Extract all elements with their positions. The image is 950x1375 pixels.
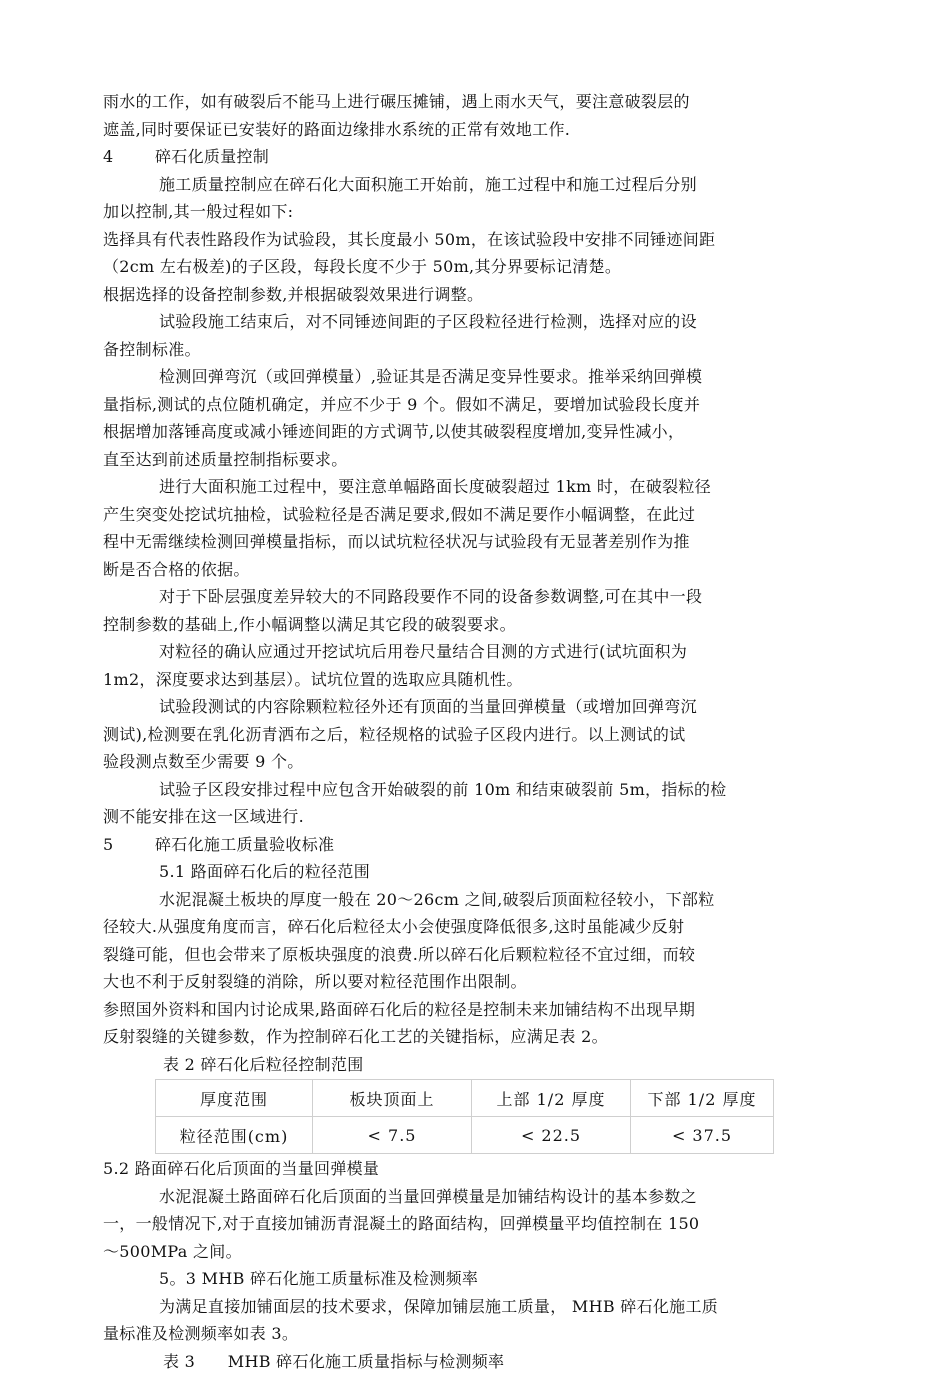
table-cell: < 7.5 [313, 1117, 472, 1154]
text-line: 施工质量控制应在碎石化大面积施工开始前，施工过程中和施工过程后分别 [103, 171, 803, 199]
section-heading-4 [103, 143, 803, 171]
text-line: 5。3 MHB 碎石化施工质量标准及检测频率 [103, 1265, 803, 1293]
text-line: 程中无需继续检测回弹模量指标，而以试坑粒径状况与试验段有无显著差别作为推 [103, 528, 803, 556]
table-2 [155, 1079, 774, 1154]
table-header-cell: 上部 1/2 厚度 [472, 1080, 631, 1117]
text-line: ～500MPa 之间。 [103, 1238, 803, 1266]
text-line: 量指标,测试的点位随机确定，并应不少于 9 个。假如不满足，要增加试验段长度并 [103, 391, 803, 419]
text-line: 对于下卧层强度差异较大的不同路段要作不同的设备参数调整,可在其中一段 [103, 583, 803, 611]
text-line: 水泥混凝土板块的厚度一般在 20～26cm 之间,破裂后顶面粒径较小，下部粒 [103, 886, 803, 914]
text-line: 备控制标准。 [103, 336, 803, 364]
text-line: （2cm 左右极差)的子区段，每段长度不少于 50m,其分界要标记清楚。 [103, 253, 803, 281]
text-line: 反射裂缝的关键参数，作为控制碎石化工艺的关键指标，应满足表 2。 [103, 1023, 803, 1051]
text-line: 5.2 路面碎石化后顶面的当量回弹模量 [103, 1155, 803, 1183]
text-line: 5.1 路面碎石化后的粒径范围 [103, 858, 803, 886]
text-line: 选择具有代表性路段作为试验段，其长度最小 50m，在该试验段中安排不同锤迹间距 [103, 226, 803, 254]
table-3-caption: 表 3 MHB 碎石化施工质量指标与检测频率 [103, 1348, 803, 1375]
text-line: 进行大面积施工过程中，要注意单幅路面长度破裂超过 1km 时，在破裂粒径 [103, 473, 803, 501]
text-line: 试验子区段安排过程中应包含开始破裂的前 10m 和结束破裂前 5m，指标的检 [103, 776, 803, 804]
text-line: 检测回弹弯沉（或回弹模量）,验证其是否满足变异性要求。推举采纳回弹模 [103, 363, 803, 391]
text-line: 裂缝可能，但也会带来了原板块强度的浪费.所以碎石化后颗粒粒径不宜过细，而较 [103, 941, 803, 969]
table-row [156, 1117, 774, 1154]
text-line: 1m2，深度要求达到基层）。试坑位置的选取应具随机性。 [103, 666, 803, 694]
table-cell: 粒径范围(cm) [156, 1117, 313, 1154]
text-line: 为满足直接加铺面层的技术要求，保障加铺层施工质量， MHB 碎石化施工质 [103, 1293, 803, 1321]
text-line: 直至达到前述质量控制指标要求。 [103, 446, 803, 474]
text-line: 产生突变处挖试坑抽检，试验粒径是否满足要求,假如不满足要作小幅调整，在此过 [103, 501, 803, 529]
text-line: 断是否合格的依据。 [103, 556, 803, 584]
document-page [103, 88, 803, 1375]
text-line: 测试),检测要在乳化沥青洒布之后，粒径规格的试验子区段内进行。以上测试的试 [103, 721, 803, 749]
table-cell: < 22.5 [472, 1117, 631, 1154]
text-line: 参照国外资料和国内讨论成果,路面碎石化后的粒径是控制未来加铺结构不出现早期 [103, 996, 803, 1024]
section-heading-5 [103, 831, 803, 859]
section-title: 碎石化质量控制 [155, 147, 269, 166]
section-number: 5 [103, 831, 155, 859]
section-number: 4 [103, 143, 155, 171]
table-2-caption: 表 2 碎石化后粒径控制范围 [103, 1051, 803, 1079]
text-line: 大也不利于反射裂缝的消除，所以要对粒径范围作出限制。 [103, 968, 803, 996]
text-line: 加以控制,其一般过程如下: [103, 198, 803, 226]
text-line: 控制参数的基础上,作小幅调整以满足其它段的破裂要求。 [103, 611, 803, 639]
table-header-cell: 板块顶面上 [313, 1080, 472, 1117]
paragraph-block-d [103, 1155, 803, 1348]
table-header-cell: 下部 1/2 厚度 [631, 1080, 774, 1117]
text-line: 试验段测试的内容除颗粒粒径外还有顶面的当量回弹模量（或增加回弹弯沉 [103, 693, 803, 721]
text-line: 径较大.从强度角度而言，碎石化后粒径太小会使强度降低很多,这时虽能减少反射 [103, 913, 803, 941]
paragraph-block-a [103, 88, 803, 143]
text-line: 根据选择的设备控制参数,并根据破裂效果进行调整。 [103, 281, 803, 309]
text-line: 根据增加落锤高度或减小锤迹间距的方式调节,以使其破裂程度增加,变异性减小， [103, 418, 803, 446]
text-line: 水泥混凝土路面碎石化后顶面的当量回弹模量是加铺结构设计的基本参数之 [103, 1183, 803, 1211]
text-line: 雨水的工作，如有破裂后不能马上进行碾压摊铺，遇上雨水天气，要注意破裂层的 [103, 88, 803, 116]
table-header-row [156, 1080, 774, 1117]
section-title: 碎石化施工质量验收标准 [155, 835, 334, 854]
table-cell: < 37.5 [631, 1117, 774, 1154]
text-line: 遮盖,同时要保证已安装好的路面边缘排水系统的正常有效地工作. [103, 116, 803, 144]
text-line: 对粒径的确认应通过开挖试坑后用卷尺量结合目测的方式进行(试坑面积为 [103, 638, 803, 666]
text-line: 验段测点数至少需要 9 个。 [103, 748, 803, 776]
text-line: 一，一般情况下,对于直接加铺沥青混凝土的路面结构，回弹模量平均值控制在 150 [103, 1210, 803, 1238]
paragraph-block-c [103, 858, 803, 1051]
text-line: 测不能安排在这一区域进行. [103, 803, 803, 831]
text-line: 量标准及检测频率如表 3。 [103, 1320, 803, 1348]
table-header-cell: 厚度范围 [156, 1080, 313, 1117]
paragraph-block-b [103, 171, 803, 831]
text-line: 试验段施工结束后，对不同锤迹间距的子区段粒径进行检测，选择对应的设 [103, 308, 803, 336]
